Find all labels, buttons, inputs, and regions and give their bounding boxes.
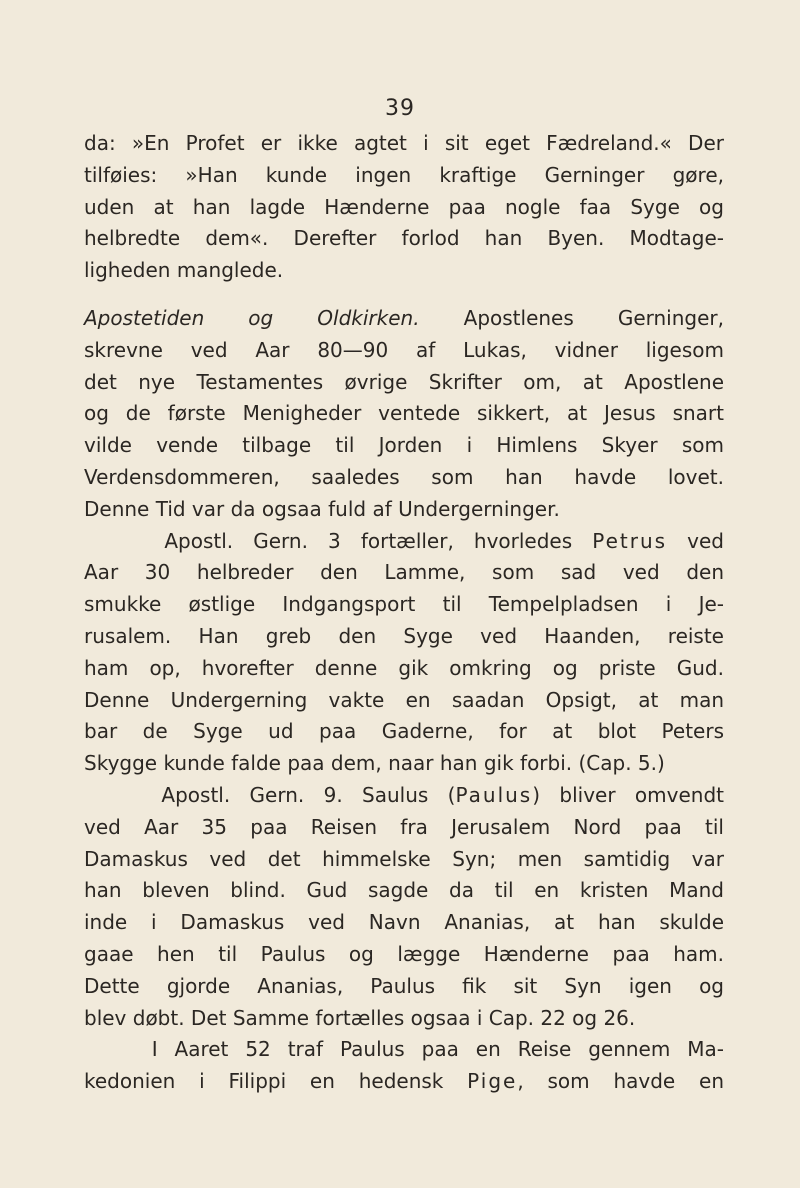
- text-line: [84, 780, 724, 812]
- text-line: Denne Tid var da ogsaa fuld af Undergerninger.: [84, 496, 560, 521]
- text-line: helbredte dem«. Derefter forlod han Byen. Modtage-: [84, 226, 724, 251]
- paragraph-5: [84, 1034, 724, 1098]
- text-fragment: , som havde en: [517, 1069, 724, 1094]
- text-line: Verdensdommeren, saaledes som han havde lovet.: [84, 464, 724, 489]
- text-line: uden at han lagde Hænderne paa nogle faa Syge og: [84, 194, 724, 219]
- paragraph-4: [84, 780, 724, 1034]
- text-fragment: ) bliver omvendt: [532, 782, 724, 807]
- paragraph-2: [84, 303, 724, 526]
- emphasized-word: Pige: [467, 1069, 518, 1094]
- text-line: skrevne ved Aar 80—90 af Lukas, vidner ligesom: [84, 337, 724, 362]
- text-line: [84, 1066, 724, 1098]
- text-line: Skygge kunde falde paa dem, naar han gik forbi. (Cap. 5.): [84, 751, 665, 776]
- text-line: ligheden manglede.: [84, 258, 284, 283]
- text-fragment: Apostlenes Gerninger,: [419, 305, 724, 330]
- text-line: Denne Undergerning vakte en saadan Opsigt, at man: [84, 687, 724, 712]
- text-line: vilde vende tilbage til Jorden i Himlens Skyer som: [84, 433, 724, 458]
- text-line: [84, 526, 724, 558]
- paragraph-1: [84, 128, 724, 287]
- text-line: han bleven blind. Gud sagde da til en kristen Mand: [84, 878, 724, 903]
- text-line: bar de Syge ud paa Gaderne, for at blot Peters: [84, 719, 724, 744]
- text-line: rusalem. Han greb den Syge ved Haanden, reiste: [84, 623, 724, 648]
- emphasized-name: Petrus: [592, 528, 668, 553]
- text-line: I Aaret 52 traf Paulus paa en Reise gennem Ma-: [84, 1037, 724, 1062]
- text-line: ham op, hvorefter denne gik omkring og priste Gud.: [84, 655, 724, 680]
- text-line: det nye Testamentes øvrige Skrifter om, at Apostlene: [84, 369, 724, 394]
- page-number: 39: [385, 96, 415, 121]
- text-line: Aar 30 helbreder den Lamme, som sad ved den: [84, 560, 724, 585]
- text-line: blev døbt. Det Samme fortælles ogsaa i Cap. 22 og 26.: [84, 1005, 636, 1030]
- text-line: tilføies: »Han kunde ingen kraftige Gerninger gøre,: [84, 162, 724, 187]
- text-fragment: Apostl. Gern. 9. Saulus (: [84, 782, 456, 807]
- text-line: Damaskus ved det himmelske Syn; men samtidig var: [84, 846, 724, 871]
- text-fragment: Apostl. Gern. 3 fortæller, hvorledes: [84, 528, 593, 553]
- text-line: og de første Menigheder ventede sikkert, at Jesus snart: [84, 401, 724, 426]
- text-fragment: ved: [667, 528, 724, 553]
- text-line: da: »En Profet er ikke agtet i sit eget Fædreland.« Der: [84, 131, 724, 155]
- text-line: smukke østlige Indgangsport til Tempelpladsen i Je-: [84, 592, 724, 617]
- emphasized-name: Paulus: [455, 782, 533, 807]
- section-heading: Apostetiden og Oldkirken.: [84, 305, 420, 330]
- text-line: ved Aar 35 paa Reisen fra Jerusalem Nord paa til: [84, 814, 724, 839]
- text-line: inde i Damaskus ved Navn Ananias, at han skulde: [84, 910, 724, 935]
- text-line: gaae hen til Paulus og lægge Hænderne paa ham.: [84, 941, 724, 966]
- paragraph-3: [84, 526, 724, 780]
- text-fragment: kedonien i Filippi en hedensk: [84, 1069, 468, 1094]
- body-text: [84, 128, 724, 1098]
- text-line: Dette gjorde Ananias, Paulus fik sit Syn igen og: [84, 973, 724, 998]
- text-line: [84, 303, 724, 335]
